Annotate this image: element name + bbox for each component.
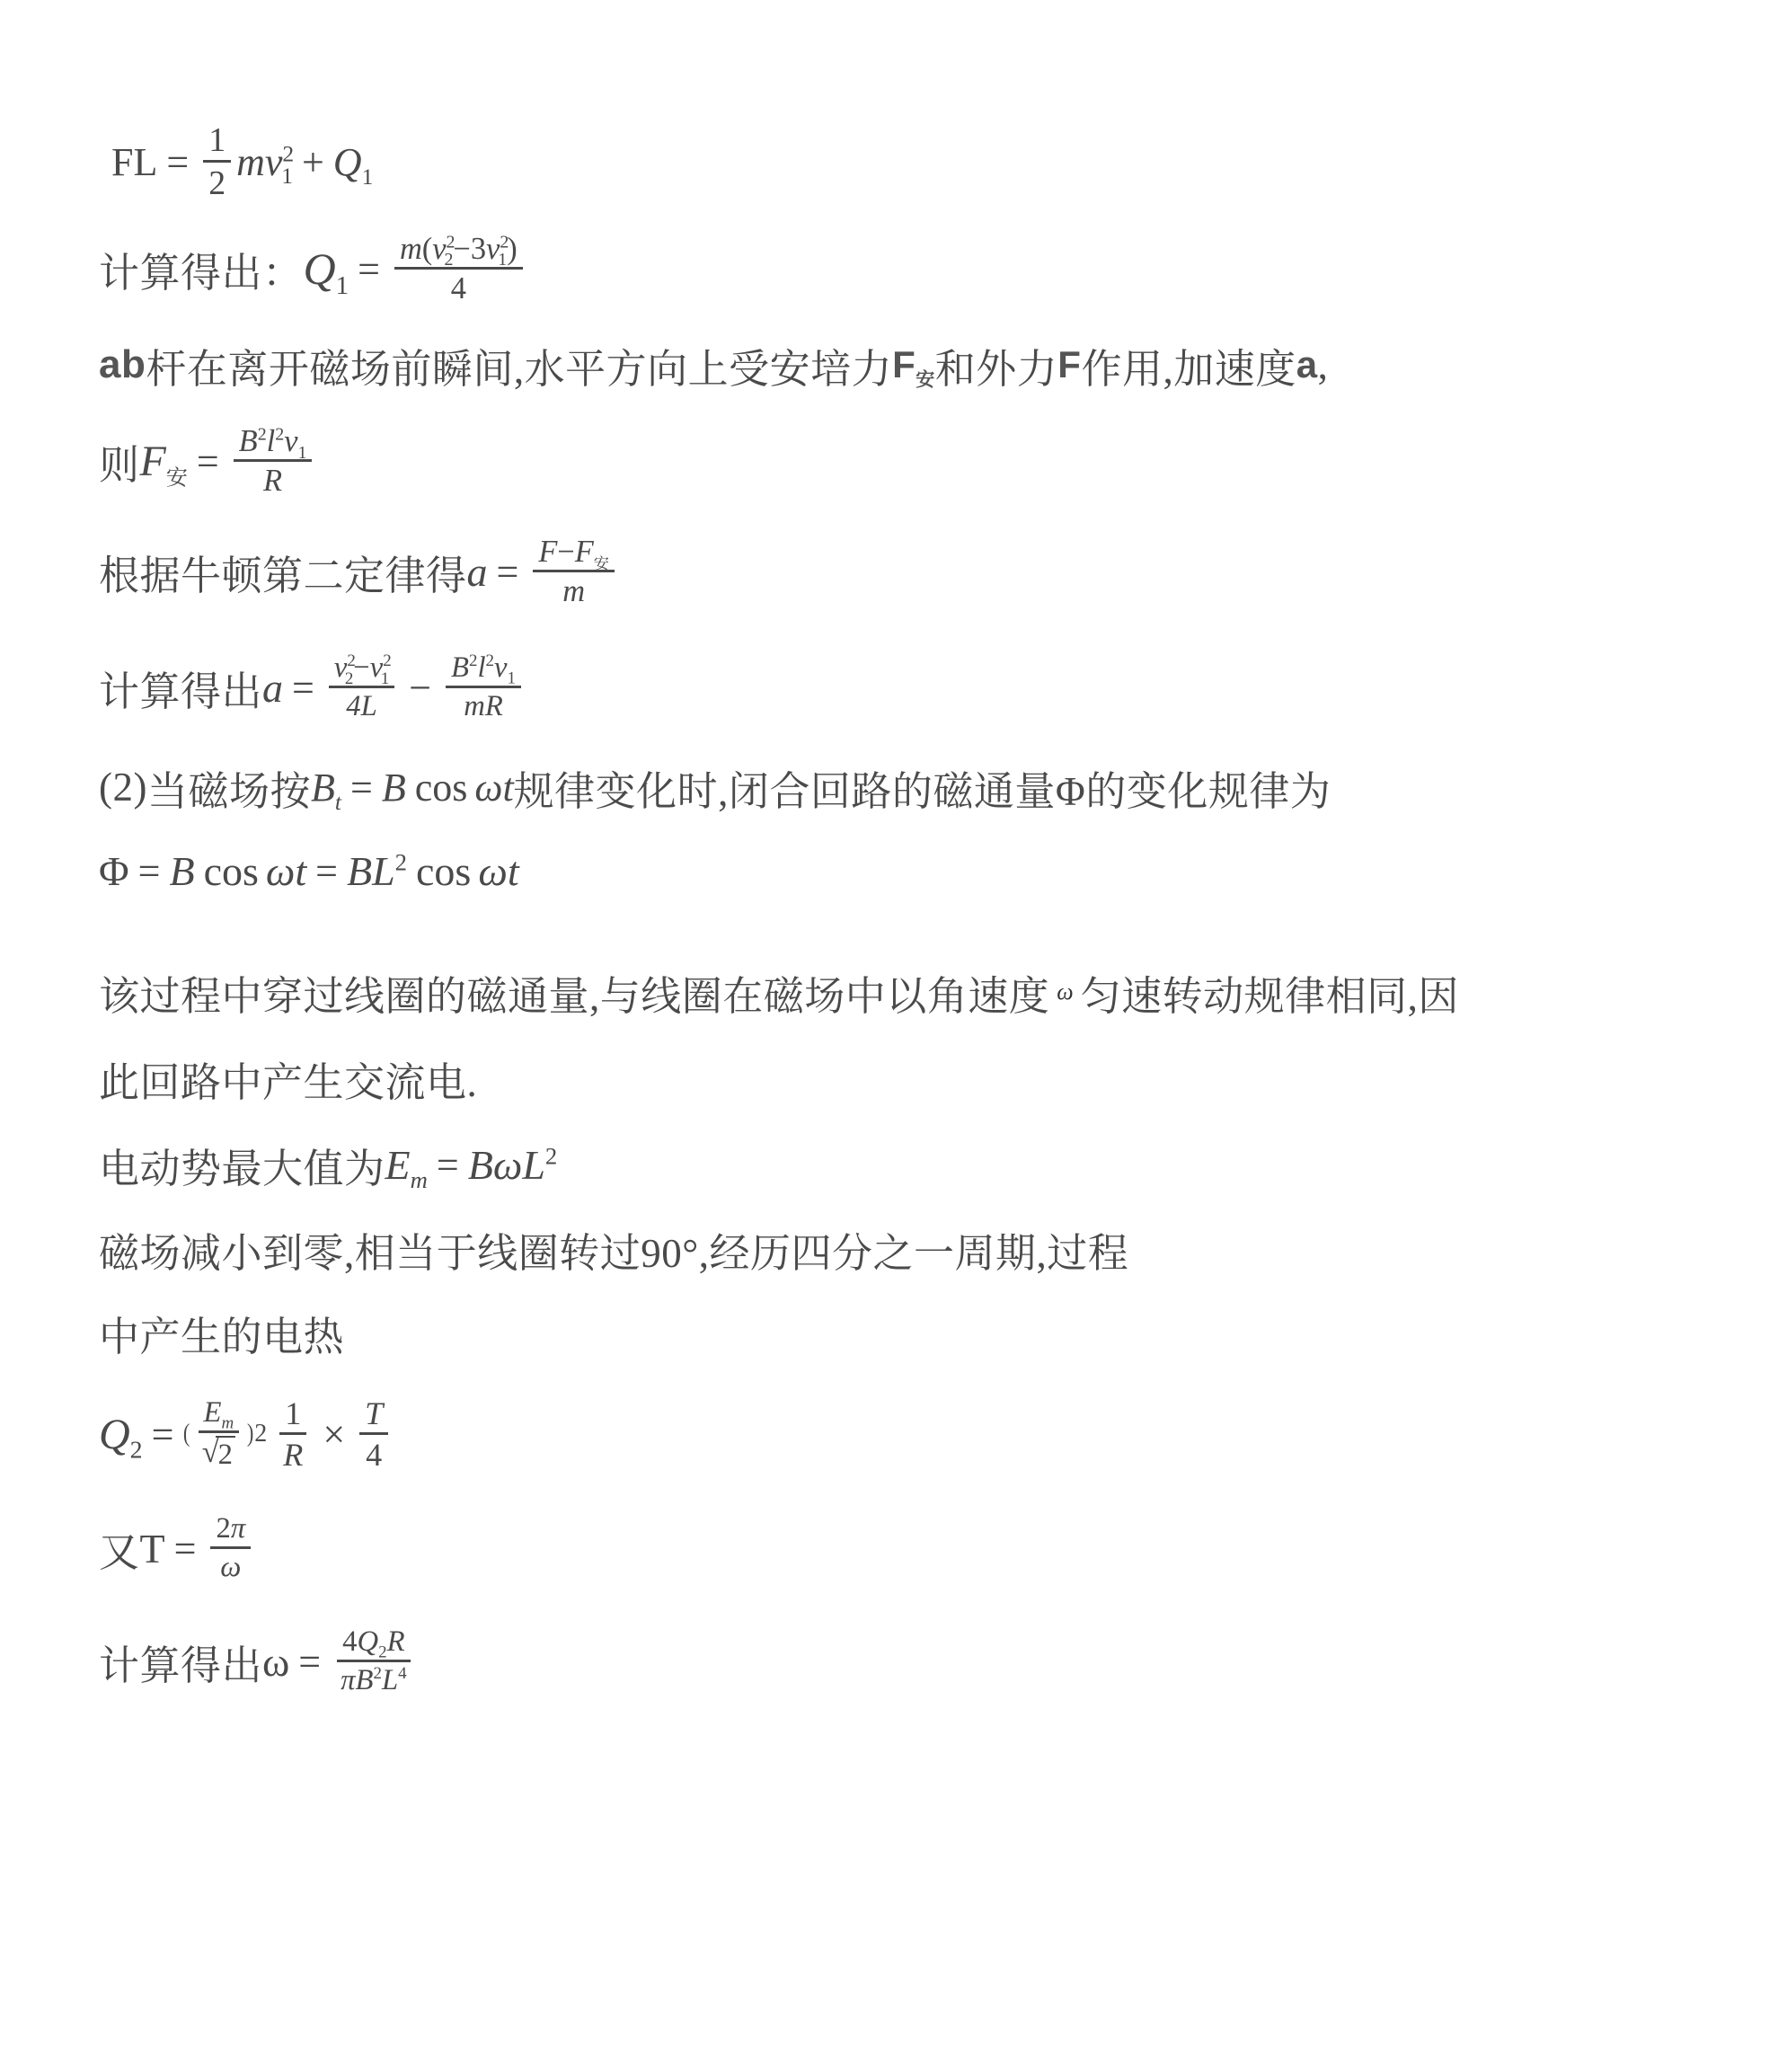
eq-lhs: FL [111, 139, 158, 184]
fraction-one-over-r [278, 1396, 308, 1473]
symbol-omega: ω [478, 847, 508, 894]
fraction-numerator: 2π [210, 1513, 251, 1549]
radical-sign: √ [201, 1435, 219, 1469]
fraction-denominator: 4L [346, 690, 377, 722]
fraction-numerator: $m(v^2_2-3v^2_1)$ [394, 233, 523, 270]
term-mass: m [236, 139, 265, 184]
label-calculated: 计算得出： [99, 250, 304, 296]
symbol-time: t [507, 847, 519, 894]
equals-sign: = [292, 665, 314, 710]
part-marker: (2) [99, 765, 147, 810]
equals-sign: = [173, 1526, 197, 1571]
label-ab-rod: ab [99, 342, 146, 386]
text-part-two-1: 当磁场按 [146, 768, 311, 814]
fraction-numerator: T [359, 1396, 388, 1435]
label-calculated: 计算得出 [99, 1643, 263, 1688]
text-ab-rod-1: 杆在离开磁场前瞬间,水平方向上受安培力 [146, 346, 893, 392]
fraction-denominator: m [562, 574, 586, 608]
plus-sign: + [301, 139, 324, 184]
text-ab-rod-4: , [1317, 342, 1329, 387]
equals-sign: = [358, 246, 380, 291]
eq-lhs-acceleration: a [466, 548, 488, 595]
equation-ampere-force [99, 408, 1680, 514]
equals-sign: = [436, 1142, 459, 1187]
fraction-omega-result [335, 1626, 411, 1696]
function-cos: cos [414, 765, 468, 810]
fraction-numerator: $v^2_2-v^2_1$ [329, 652, 394, 688]
eq-lhs-q1: $Q_1$ [303, 244, 349, 300]
open-paren: ( [183, 1420, 190, 1448]
paragraph-heat-generated [99, 1290, 1680, 1375]
equals-sign: = [151, 1412, 174, 1457]
text-process-1a: 该过程中穿过线圈的磁通量,与线圈在磁场中以角速度 [99, 973, 1050, 1019]
equation-newton-second-law [99, 514, 1680, 629]
function-cos: cos [416, 847, 472, 894]
paragraph-ab-rod [99, 322, 1680, 408]
text-ab-rod-2: 和外力 [934, 346, 1058, 392]
symbol-time: t [295, 847, 307, 894]
term-velocity: $v^2_1$ [264, 139, 295, 190]
text-heat-generated: 中产生的电热 [99, 1314, 345, 1359]
fraction-newton [533, 536, 615, 608]
equals-sign: = [137, 848, 161, 893]
minus-sign: − [409, 665, 432, 710]
symbol-ampere-force: $F_安$ [892, 343, 935, 391]
symbol-time: t [502, 765, 514, 810]
multiplication-sign: × [323, 1412, 346, 1457]
label-calculated: 计算得出 [99, 669, 263, 714]
fraction-numerator: $F-F_安$ [533, 536, 615, 572]
symbol-b-t: $B_t$ [311, 765, 341, 815]
symbol-l-squared: $L^2$ [522, 1141, 558, 1188]
equation-magnetic-flux [99, 828, 1680, 913]
fraction-q1 [394, 233, 523, 305]
label-also: 又 [99, 1529, 140, 1575]
equation-max-emf [99, 1121, 1680, 1208]
eq-lhs-f-an: $F_安$ [139, 437, 188, 491]
symbol-acceleration: a [1296, 343, 1318, 385]
symbol-b: B [169, 847, 195, 894]
equals-sign: = [298, 1639, 322, 1684]
symbol-omega: ω [474, 765, 503, 810]
fraction-denominator: 4 [366, 1437, 383, 1473]
symbol-omega: ω [492, 1141, 523, 1188]
exponent-two: 2 [254, 1420, 268, 1448]
term-heat-q1: $Q_1$ [332, 139, 374, 190]
fraction-numerator: $B^2l^2v_1$ [234, 425, 313, 462]
text-ab-rod-3: 作用,加速度 [1081, 346, 1296, 392]
text-process-1b: 匀速转动规律相同,因 [1080, 973, 1459, 1019]
fraction-emf-over-root2 [197, 1397, 241, 1470]
close-paren: ) [246, 1420, 254, 1448]
fraction-velocity-term [329, 652, 394, 722]
fraction-denominator: mR [464, 690, 503, 722]
symbol-b: B [381, 765, 406, 810]
paragraph-field-decay [99, 1208, 1680, 1290]
fraction-numerator: $4Q_2R$ [337, 1626, 410, 1662]
paragraph-part-two-intro [99, 746, 1680, 828]
equals-sign: = [166, 139, 190, 184]
fraction-denominator: 2 [208, 164, 226, 202]
eq-lhs-acceleration: a [262, 664, 284, 711]
equals-sign: = [349, 765, 373, 810]
symbol-omega: ω [262, 1638, 290, 1685]
fraction-period-over-four [359, 1396, 388, 1473]
symbol-period: T [139, 1525, 165, 1572]
equals-sign: = [315, 848, 338, 893]
fraction-denominator: R [283, 1437, 304, 1473]
text-field-decay: 磁场减小到零,相当于线圈转过90°,经历四分之一周期,过程 [99, 1230, 1129, 1276]
equation-period [99, 1493, 1680, 1603]
symbol-phi: Φ [99, 847, 129, 894]
equation-work-energy [111, 108, 1680, 216]
equals-sign: = [496, 549, 519, 594]
text-process-2: 此回路中产生交流电. [99, 1059, 478, 1105]
equation-omega-result [99, 1603, 1680, 1720]
fraction-one-half [203, 122, 231, 201]
function-cos: cos [203, 847, 259, 894]
symbol-bl-squared: $BL^2$ [346, 847, 408, 894]
fraction-magnetic-term [446, 652, 521, 722]
fraction-denominator: √ 2 [197, 1433, 241, 1471]
symbol-external-force: F [1057, 343, 1082, 385]
symbol-omega: ω [265, 847, 296, 894]
fraction-numerator: $B^2l^2v_1$ [446, 652, 521, 688]
label-newton: 根据牛顿第二定律得 [99, 553, 467, 598]
label-then: 则 [99, 442, 140, 488]
equals-sign: = [196, 438, 219, 483]
fraction-denominator: 4 [450, 271, 466, 305]
equation-acceleration-result [99, 629, 1680, 746]
paragraph-spacer [99, 913, 1680, 949]
equation-q1-result [99, 216, 1680, 322]
paragraph-process-2 [99, 1035, 1680, 1121]
fraction-numerator: $E_m$ [199, 1397, 240, 1433]
label-max-emf: 电动势最大值为 [99, 1146, 385, 1191]
symbol-omega-small: ω [1057, 978, 1074, 1005]
fraction-denominator: ω [220, 1551, 242, 1583]
eq-lhs-q2: $Q_2$ [99, 1410, 143, 1465]
equation-q2 [99, 1375, 1680, 1493]
fraction-ampere-force [234, 425, 313, 498]
symbol-emf-max: $E_m$ [385, 1141, 428, 1193]
fraction-two-pi-over-omega [210, 1513, 251, 1582]
fraction-numerator: 1 [203, 122, 231, 163]
fraction-numerator: 1 [279, 1396, 306, 1435]
text-part-two-2: 规律变化时,闭合回路的磁通量Φ的变化规律为 [513, 768, 1331, 814]
document-content [99, 108, 1680, 1720]
fraction-denominator: $\pi B^2L^4$ [341, 1664, 407, 1696]
symbol-b: B [467, 1141, 493, 1188]
paragraph-process-1 [99, 949, 1680, 1035]
fraction-denominator: R [263, 464, 283, 498]
